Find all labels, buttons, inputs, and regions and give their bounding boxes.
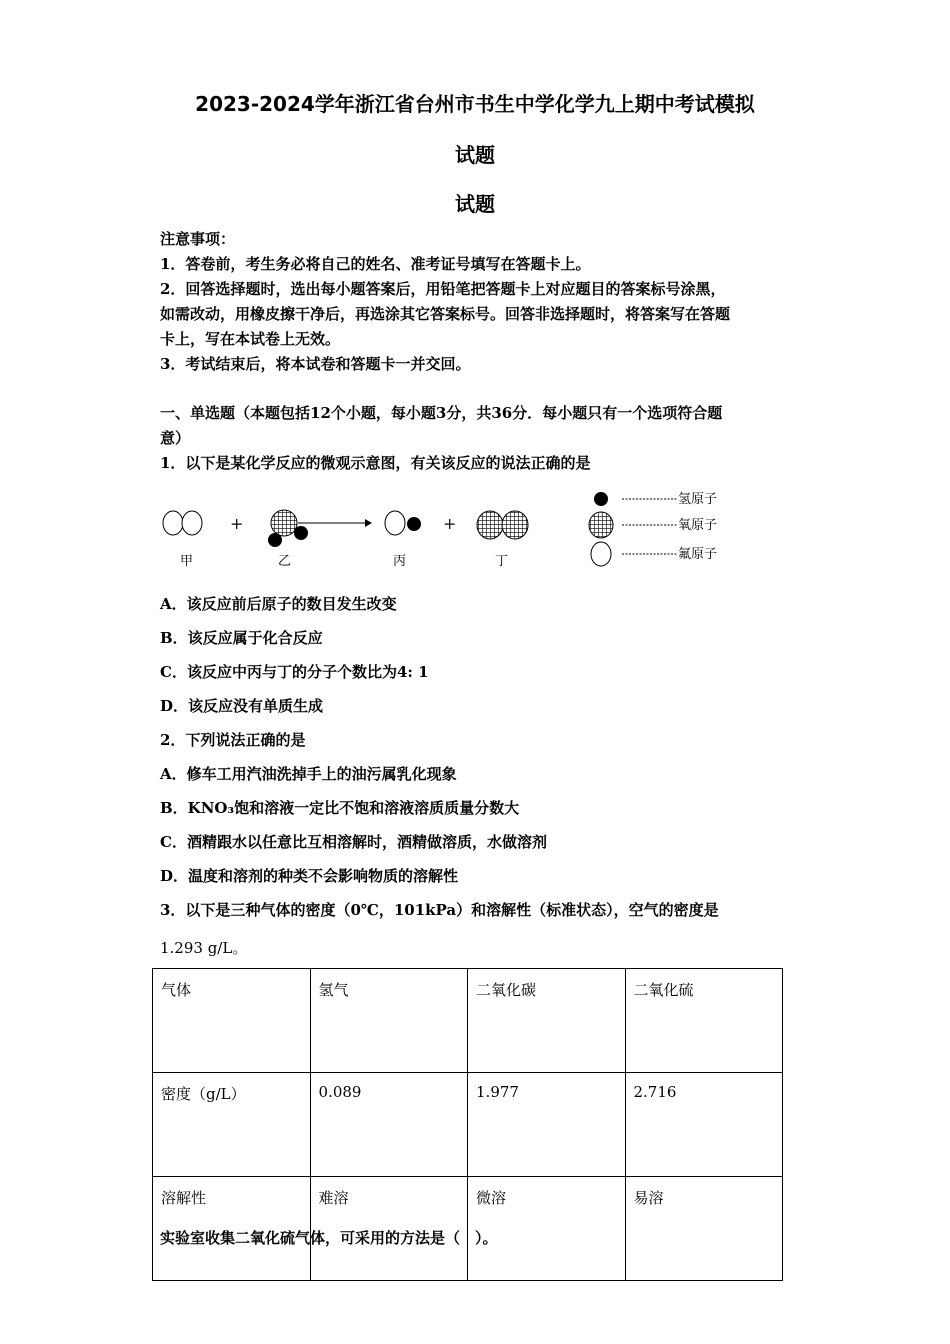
molecule-yi [268, 510, 308, 547]
legend [589, 492, 717, 566]
q2-option-d: D．温度和溶剂的种类不会影响物质的溶解性 [160, 867, 459, 885]
table-cell: 溶解性 [153, 1177, 311, 1281]
molecule-bing [385, 511, 421, 535]
q2-stem: 2．下列说法正确的是 [160, 731, 306, 749]
table-row [153, 1073, 783, 1177]
molecule-ding [477, 511, 528, 539]
section-heading: 一、单选题（本题包括12个小题，每小题3分，共36分．每小题只有一个选项符合题 [160, 404, 723, 422]
q3-stem: 3．以下是三种气体的密度（0℃，101kPa）和溶解性（标准状态），空气的密度是 [160, 901, 719, 919]
q1-option-b: B．该反应属于化合反应 [160, 629, 323, 647]
table-cell: 氢气 [310, 969, 467, 1073]
q1-option-a: A．该反应前后原子的数目发生改变 [160, 595, 397, 613]
legend-fluorine: 氟原子 [678, 547, 718, 562]
table-cell: 0.089 [310, 1073, 467, 1177]
table-cell: 密度（g/L） [153, 1073, 311, 1177]
doc-title-line3: 试题 [455, 192, 495, 216]
legend-hydrogen: 氢原子 [678, 492, 718, 507]
notice-heading: 注意事项： [160, 230, 236, 248]
plus-sign: + [230, 514, 244, 533]
notice-item: 3．考试结束后，将本试卷和答题卡一并交回。 [160, 355, 471, 373]
notice-item: 1．答卷前，考生务必将自己的姓名、准考证号填写在答题卡上。 [160, 255, 591, 273]
q3-question: 实验室收集二氧化硫气体，可采用的方法是（ ）。 [160, 1229, 498, 1247]
q1-option-c: C．该反应中丙与丁的分子个数比为4: 1 [160, 663, 429, 681]
legend-oxygen: 氧原子 [678, 518, 718, 533]
label-jia: 甲 [180, 554, 194, 569]
hydrogen-atom-icon [594, 492, 608, 506]
doc-title-line2: 试题 [455, 143, 495, 167]
notice-item: 如需改动，用橡皮擦干净后，再选涂其它答案标号。回答非选择题时，将答案写在答题 [160, 305, 731, 323]
q1-option-d: D．该反应没有单质生成 [160, 697, 324, 715]
oxygen-atom-icon [589, 512, 613, 538]
table-cell: 二氧化硫 [625, 969, 783, 1073]
label-ding: 丁 [495, 554, 509, 569]
q2-option-b: B．KNO₃饱和溶液一定比不饱和溶液溶质质量分数大 [160, 799, 520, 817]
table-cell: 易溶 [625, 1177, 783, 1281]
fluorine-atom-icon [591, 542, 611, 566]
table-cell: 二氧化碳 [468, 969, 625, 1073]
table-cell: 气体 [153, 969, 311, 1073]
notice-item: 卡上，写在本试卷上无效。 [160, 330, 341, 348]
q2-option-a: A．修车工用汽油洗掉手上的油污属乳化现象 [160, 765, 457, 783]
label-yi: 乙 [278, 554, 292, 569]
q3-stem-cont: 1.293 g/L。 [160, 939, 248, 957]
table-cell: 1.977 [468, 1073, 625, 1177]
reaction-diagram [150, 480, 750, 580]
molecule-jia [163, 511, 202, 535]
notice-item: 2．回答选择题时，选出每小题答案后，用铅笔把答题卡上对应题目的答案标号涂黑， [160, 280, 726, 298]
table-cell: 微溶 [468, 1177, 625, 1281]
table-row [153, 969, 783, 1073]
table-cell: 难溶 [310, 1177, 467, 1281]
doc-title-line1: 2023-2024学年浙江省台州市书生中学化学九上期中考试模拟 [195, 92, 755, 116]
q2-option-c: C．酒精跟水以任意比互相溶解时，酒精做溶质，水做溶剂 [160, 833, 547, 851]
plus-sign: + [443, 514, 457, 533]
q1-stem: 1．以下是某化学反应的微观示意图，有关该反应的说法正确的是 [160, 454, 591, 472]
table-cell: 2.716 [625, 1073, 783, 1177]
label-bing: 丙 [393, 554, 407, 569]
arrow-icon [298, 519, 372, 527]
section-heading-cont: 意） [160, 429, 191, 447]
